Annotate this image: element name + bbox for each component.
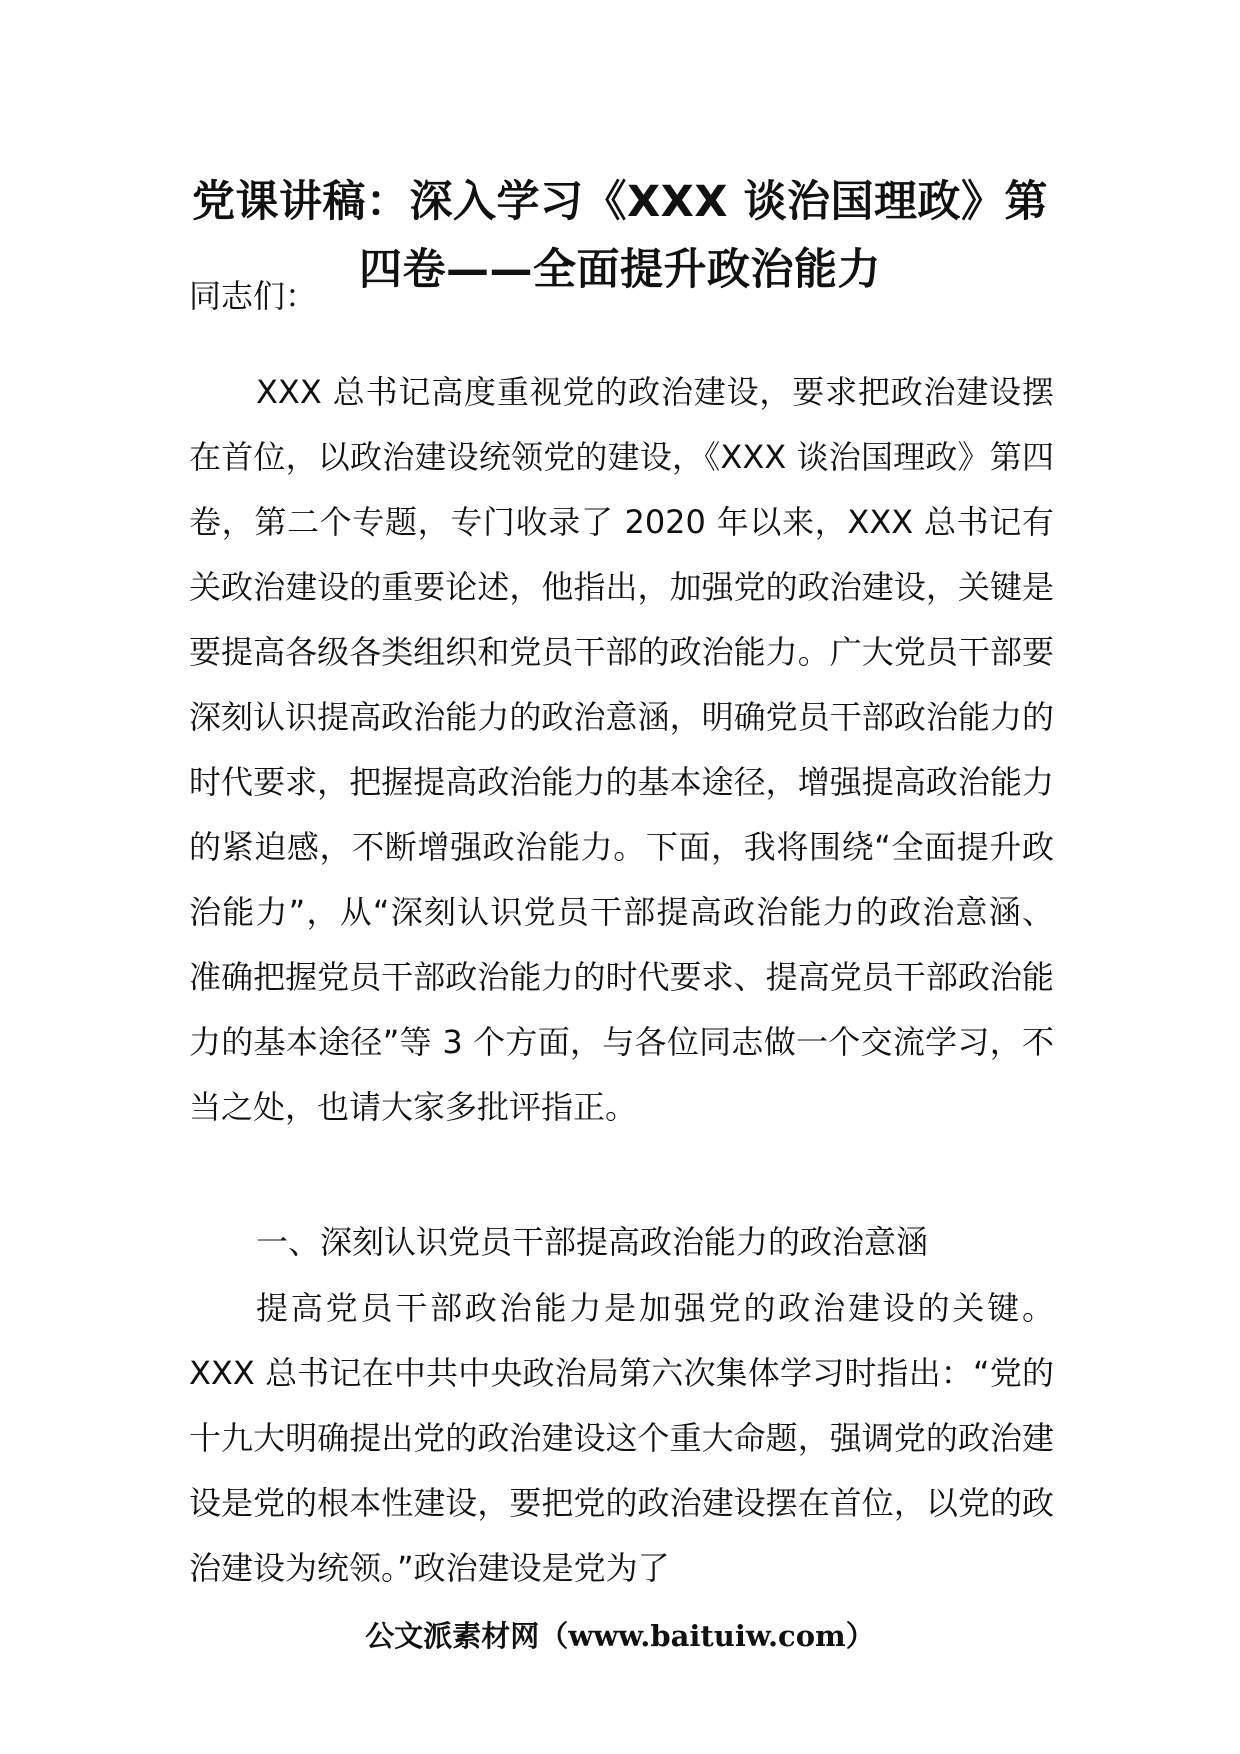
section-heading-1: 一、深刻认识党员干部提高政治能力的政治意涵	[256, 1223, 929, 1261]
salutation: 同志们：	[189, 277, 318, 315]
title-line-2: 四卷——全面提升政治能力	[359, 245, 881, 295]
paragraph-section-1: 提高党员干部政治能力是加强党的政治建设的关键。XXX 总书记在中共中央政治局第六次集体学习时指出：“党的十九大明确提出党的政治建设这个重大命题，强调党的政治建设是党的根本性建设，要把党的政治建设摆在首位，以党的政治建设为统领。”政治建设是党为了	[189, 1289, 1054, 1587]
footer-watermark: 公文派素材网（www.baituiw.com）	[365, 1619, 875, 1653]
paragraph-intro: XXX 总书记高度重视党的政治建设，要求把政治建设摆在首位，以政治建设统领党的建设，《XXX 谈治国理政》第四卷，第二个专题，专门收录了 2020 年以来，XXX 总书记有关政治建设的重要论述，他指出，加强党的政治建设，关键是要提高各级各类组织和党员干部的政治能力。广大党员干部要深刻认识提高政治能力的政治意涵，明确党员干部政治能力的时代要求，把握提高政治能力的基本途径，增强提高政治能力的紧迫感，不断增强政治能力。下面，我将围绕“全面提升政治能力”，从“深刻认识党员干部提高政治能力的政治意涵、准确把握党员干部政治能力的时代要求、提高党员干部政治能力的基本途径”等 3 个方面，与各位同志做一个交流学习，不当之处，也请大家多批评指正。	[189, 373, 1054, 1126]
title-line-1: 党课讲稿：深入学习《XXX 谈治国理政》第	[192, 177, 1048, 227]
